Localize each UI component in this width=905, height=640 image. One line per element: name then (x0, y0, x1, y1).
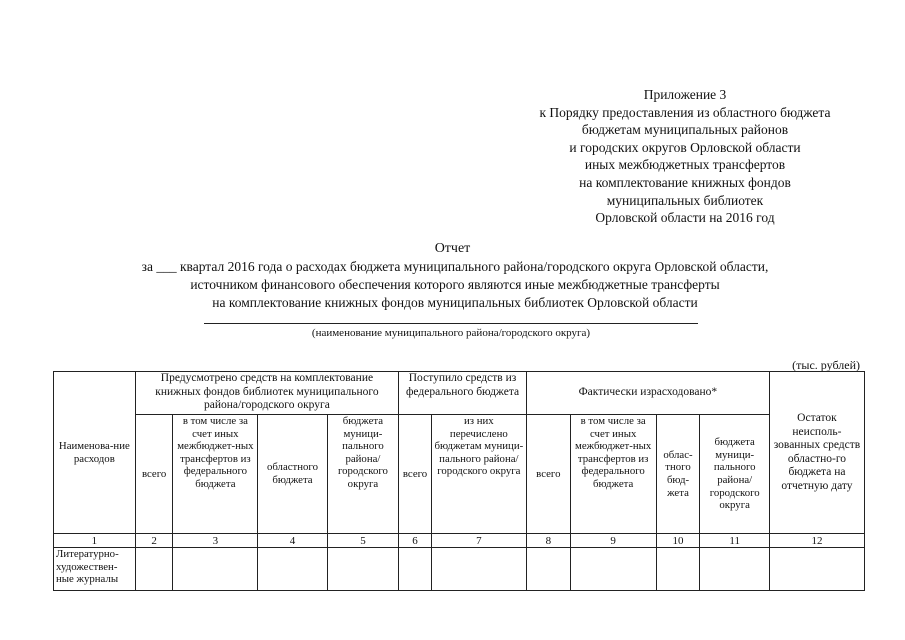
table-cell[interactable] (173, 548, 258, 591)
header-remainder: Остаток неисполь-зованных средств областно-го бюджета на отчетную дату (769, 372, 864, 534)
column-number: 6 (399, 534, 432, 548)
column-number: 3 (173, 534, 258, 548)
appendix-line: Орловской области на 2016 год (595, 210, 775, 226)
header-c5: бюджета муници-пального района/ городского округа (327, 415, 399, 534)
report-title: Отчет (434, 241, 471, 256)
header-c3: в том числе за счет иных межбюджет-ных трансфертов из федерального бюджета (173, 415, 258, 534)
table-cell[interactable] (135, 548, 173, 591)
column-number: 4 (258, 534, 327, 548)
header-c2: всего (135, 415, 173, 534)
table-cell[interactable] (526, 548, 570, 591)
municipality-name-field[interactable] (204, 323, 698, 324)
row-expense-name: Литературно-художествен-ные журналы (54, 548, 136, 591)
appendix-line: и городских округов Орловской области (569, 139, 801, 155)
header-c7: из них перечислено бюджетам муници-пального района/ городского округа (431, 415, 526, 534)
column-number: 7 (431, 534, 526, 548)
appendix-line: Приложение 3 (643, 87, 727, 102)
header-c10: облас-тного бюд-жета (656, 415, 700, 534)
header-c8: всего (526, 415, 570, 534)
table-cell[interactable] (431, 548, 526, 591)
table-cell[interactable] (570, 548, 656, 591)
column-number: 5 (327, 534, 399, 548)
appendix-line: бюджетам муниципальных районов (581, 122, 789, 138)
municipality-name-caption: (наименование муниципального района/городского округа) (311, 327, 591, 339)
header-expense-name: Наименова-ние расходов (54, 372, 136, 534)
appendix-line: муниципальных библиотек (606, 192, 764, 208)
header-c11: бюджета муници-пального района/ городского округа (700, 415, 769, 534)
column-number: 1 (54, 534, 136, 548)
column-number: 10 (656, 534, 700, 548)
appendix-line: иных межбюджетных трансфертов (584, 157, 786, 173)
appendix-block (520, 86, 850, 227)
table-cell[interactable] (656, 548, 700, 591)
column-number: 2 (135, 534, 173, 548)
header-spent: Фактически израсходовано* (526, 372, 769, 415)
header-received: Поступило средств из федерального бюджета (399, 372, 527, 415)
table-row (54, 548, 865, 591)
column-number: 11 (700, 534, 769, 548)
header-planned: Предусмотрено средств на комплектование книжных фондов библиотек муниципального района/городского округа (135, 372, 398, 415)
header-c9: в том числе за счет иных межбюджет-ных трансфертов из федерального бюджета (570, 415, 656, 534)
report-subtitle-line: за ___ квартал 2016 года о расходах бюджета муниципального района/городского округа Орловской области, (141, 259, 769, 274)
header-c6: всего (399, 415, 432, 534)
table-cell[interactable] (258, 548, 327, 591)
appendix-line: на комплектование книжных фондов (579, 174, 791, 190)
report-subtitle-line: источником финансового обеспечения которого являются иные межбюджетные трансферты (190, 277, 720, 292)
units-label: (тыс. рублей) (792, 358, 860, 372)
report-subtitle (60, 258, 850, 312)
table-cell[interactable] (327, 548, 399, 591)
report-table (53, 371, 865, 591)
column-number: 12 (769, 534, 864, 548)
table-cell[interactable] (700, 548, 769, 591)
report-subtitle-line: на комплектование книжных фондов муниципальных библиотек Орловской области (212, 295, 698, 310)
table-cell[interactable] (769, 548, 864, 591)
header-c4: областного бюджета (258, 415, 327, 534)
appendix-line: к Порядку предоставления из областного бюджета (539, 104, 831, 120)
table-cell[interactable] (399, 548, 432, 591)
column-number: 8 (526, 534, 570, 548)
column-number: 9 (570, 534, 656, 548)
column-number-row (54, 534, 865, 548)
